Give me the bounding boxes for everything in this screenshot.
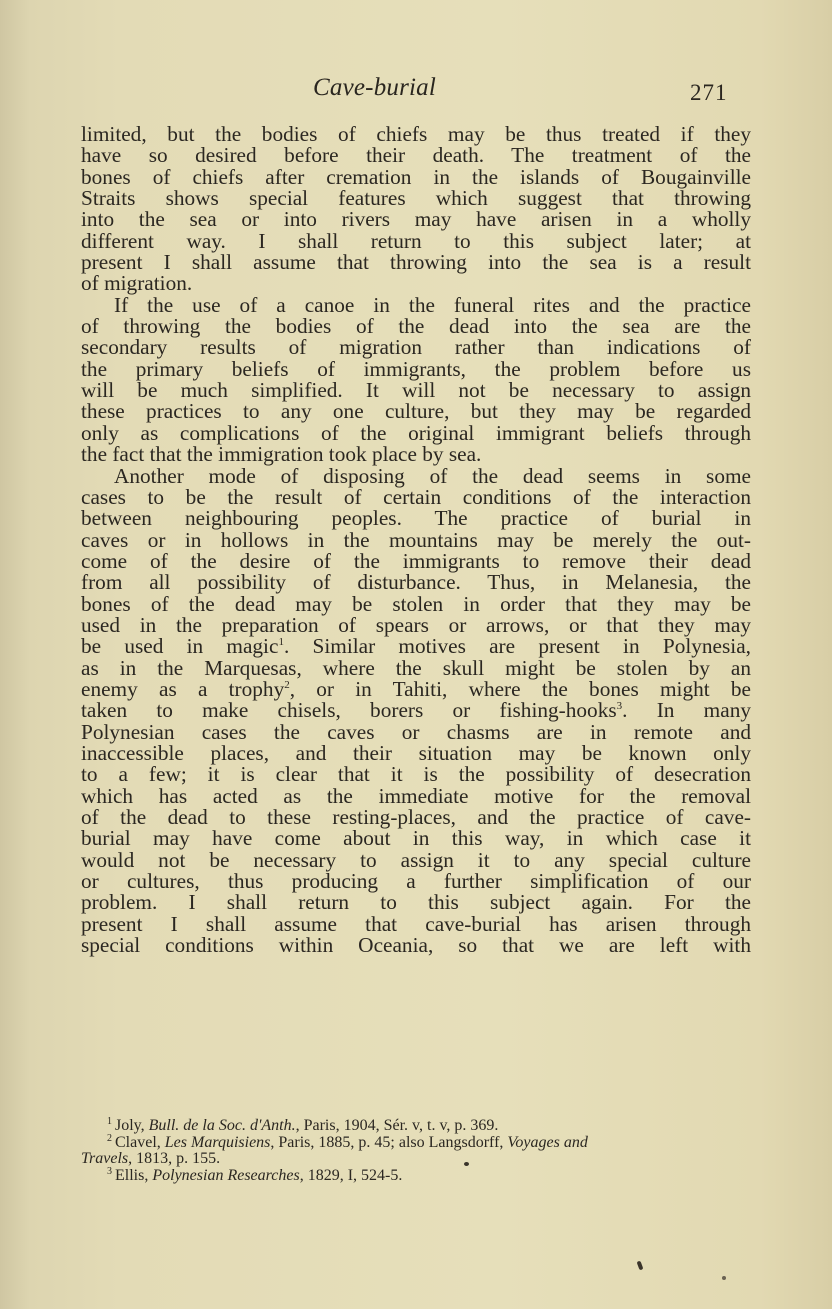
text-line: present I shall assume that throwing into the sea is a result bbox=[81, 250, 751, 275]
text-line: different way. I shall return to this subject later; at bbox=[81, 228, 751, 253]
text-line: Another mode of disposing of the dead seems in some bbox=[114, 463, 751, 488]
scan-speck bbox=[637, 1261, 644, 1271]
text-line: of throwing the bodies of the dead into the sea are the bbox=[81, 314, 751, 339]
text-line: inaccessible places, and their situation may be known only bbox=[81, 740, 751, 765]
text-line: or cultures, thus producing a further simplification of our bbox=[81, 869, 751, 894]
text-line: Straits shows special features which suggest that throwing bbox=[81, 186, 751, 211]
footnote-2: $^2$ Clavel, Les Marquisiens, Paris, 1885, p. 45; also Langsdorff, Voyages and bbox=[107, 1132, 588, 1151]
body-text bbox=[81, 124, 751, 956]
footnote-3: $^3$ Ellis, Polynesian Researches, 1829, I, 524-5. bbox=[107, 1165, 403, 1184]
text-line: used in the preparation of spears or arrows, or that they may bbox=[81, 612, 751, 637]
text-line: bones of the dead may be stolen in order that they may be bbox=[81, 591, 751, 616]
text-line: have so desired before their death. The treatment of the bbox=[81, 143, 751, 168]
footnotes bbox=[81, 1118, 751, 1184]
text-line: these practices to any one culture, but they may be regarded bbox=[81, 399, 751, 424]
text-line: present I shall assume that cave-burial has arisen through bbox=[81, 911, 751, 936]
text-line: to a few; it is clear that it is the possibility of desecration bbox=[81, 762, 751, 787]
text-line: secondary results of migration rather than indications of bbox=[81, 335, 751, 360]
text-line: limited, but the bodies of chiefs may be thus treated if they bbox=[81, 122, 751, 146]
text-line: into the sea or into rivers may have arisen in a wholly bbox=[81, 207, 751, 232]
footnote-2-continued: Travels, 1813, p. 155. bbox=[81, 1150, 221, 1167]
text-line: come of the desire of the immigrants to remove their dead bbox=[81, 548, 751, 573]
text-line: problem. I shall return to this subject again. For the bbox=[81, 890, 751, 915]
page-number: 271 bbox=[690, 80, 728, 105]
text-line: of migration. bbox=[81, 271, 193, 296]
text-line: caves or in hollows in the mountains may be merely the out- bbox=[81, 527, 751, 552]
text-line: cases to be the result of certain conditions of the interaction bbox=[81, 484, 751, 509]
text-line: If the use of a canoe in the funeral rites and the practice bbox=[114, 292, 751, 317]
text-line: the fact that the immigration took place by sea. bbox=[81, 442, 482, 467]
text-line: will be much simplified. It will not be necessary to assign bbox=[81, 378, 751, 403]
text-line: taken to make chisels, borers or fishing-hooks$^3$. In many bbox=[81, 698, 752, 723]
text-line: only as complications of the original immigrant beliefs through bbox=[81, 420, 751, 445]
text-line: special conditions within Oceania, so that we are left with bbox=[81, 933, 751, 958]
running-head bbox=[0, 74, 832, 108]
text-line: be used in magic$^1$. Similar motives are present in Polynesia, bbox=[81, 634, 751, 659]
running-title: Cave-burial bbox=[313, 74, 437, 101]
text-line: burial may have come about in this way, in which case it bbox=[81, 826, 751, 851]
text-line: from all possibility of disturbance. Thus, in Melanesia, the bbox=[81, 570, 751, 595]
text-line: enemy as a trophy$^2$, or in Tahiti, where the bones might be bbox=[81, 676, 751, 701]
text-line: bones of chiefs after cremation in the islands of Bougainville bbox=[81, 164, 751, 189]
scan-speck bbox=[722, 1276, 726, 1280]
text-line: would not be necessary to assign it to any special culture bbox=[81, 847, 751, 872]
text-line: Polynesian cases the caves or chasms are in remote and bbox=[81, 719, 751, 744]
text-line: which has acted as the immediate motive for the removal bbox=[81, 783, 751, 808]
text-line: the primary beliefs of immigrants, the problem before us bbox=[81, 356, 751, 381]
text-line: between neighbouring peoples. The practice of burial in bbox=[81, 506, 751, 531]
footnote-ref[interactable]: 3 bbox=[616, 700, 623, 713]
footnote-ref[interactable]: 2 bbox=[284, 678, 290, 691]
footnote-1: $^1$ Joly, Bull. de la Soc. d'Anth., Paris, 1904, Sér. v, t. v, p. 369. bbox=[107, 1116, 499, 1134]
scan-speck bbox=[464, 1162, 469, 1166]
footnote-ref[interactable]: 1 bbox=[278, 636, 284, 649]
text-line: of the dead to these resting-places, and the practice of cave- bbox=[81, 805, 751, 829]
text-line: as in the Marquesas, where the skull might be stolen by an bbox=[81, 655, 751, 680]
